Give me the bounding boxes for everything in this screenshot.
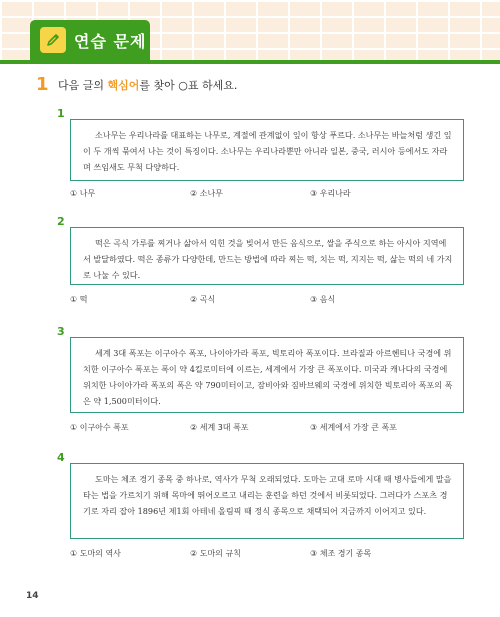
- page-number: 14: [26, 591, 39, 601]
- option-1[interactable]: ① 이구아수 폭포: [70, 423, 129, 432]
- option-3[interactable]: ③ 세계에서 가장 큰 폭포: [310, 423, 397, 432]
- option-3[interactable]: ③ 체조 경기 종목: [310, 549, 372, 558]
- item-number: 1: [57, 107, 65, 120]
- passage-box: 떡은 곡식 가루를 찌거나 삶아서 익힌 것을 빚어서 만든 음식으로, 쌀을 주식으로 하는 아시아 지역에서 발달하였다. 떡은 종류가 다양한데, 만드는 방법에 따라 찌는 떡, 치는 떡, 지지는 떡, 삶는 떡의 네 가지로 나눌 수 있다.: [70, 227, 464, 285]
- header-rule: [0, 60, 500, 64]
- option-2[interactable]: ② 소나무: [190, 189, 223, 198]
- option-1[interactable]: ① 떡: [70, 295, 88, 304]
- item-number: 4: [57, 451, 65, 464]
- question-text-pre: 다음 글의: [58, 78, 108, 92]
- option-list: [70, 422, 464, 433]
- item-number: 2: [57, 215, 65, 228]
- option-list: [70, 548, 464, 559]
- passage-box: 소나무는 우리나라를 대표하는 나무로, 계절에 관계없이 잎이 항상 푸르다. 소나무는 바늘처럼 생긴 잎이 두 개씩 묶여서 나는 것이 특징이다. 소나무는 우리나라뿐만 아니라 일본, 중국, 러시아 등에서도 자라며 쓰임새도 무척 다양하다.: [70, 119, 464, 181]
- option-3[interactable]: ③ 음식: [310, 295, 336, 304]
- option-2[interactable]: ② 도마의 규칙: [190, 549, 241, 558]
- question-text-post: 를 찾아 ○표 하세요.: [139, 78, 238, 92]
- option-list: [70, 188, 464, 199]
- option-1[interactable]: ① 도마의 역사: [70, 549, 121, 558]
- question-keyword: 핵심어: [107, 78, 140, 92]
- option-3[interactable]: ③ 우리나라: [310, 189, 351, 198]
- passage-box: 도마는 체조 경기 종목 중 하나로, 역사가 무척 오래되었다. 도마는 고대 로마 시대 때 병사들에게 말을 타는 법을 가르치기 위해 목마에 뛰어오르고 내리는 훈련을 하던 것에서 비롯되었다. 그러다가 스포츠 경기로 자리 잡아 1896년 제1회 아테네 올림픽 때 정식 종목으로 채택되어 지금까지 이어지고 있다.: [70, 463, 464, 539]
- item-number: 3: [57, 325, 65, 338]
- question-number: 1: [36, 74, 49, 95]
- option-2[interactable]: ② 곡식: [190, 295, 216, 304]
- pencil-icon: [40, 27, 66, 53]
- option-list: [70, 294, 464, 305]
- option-2[interactable]: ② 세계 3대 폭포: [190, 423, 249, 432]
- passage-box: 세계 3대 폭포는 이구아수 폭포, 나이아가라 폭포, 빅토리아 폭포이다. 브라질과 아르헨티나 국경에 위치한 이구아수 폭포는 폭이 약 4킬로미터에 이르는, 세계에서 가장 큰 폭포이다. 미국과 캐나다의 국경에 위치한 나이아가라 폭포의 폭은 약 790미터이고, 잠비아와 짐바브웨의 국경에 위치한 빅토리아 폭포의 폭은 약 1,500미터이다.: [70, 337, 464, 413]
- question-text: [58, 77, 237, 93]
- question-header: [36, 74, 237, 95]
- option-1[interactable]: ① 나무: [70, 189, 96, 198]
- section-title: 연습 문제: [74, 31, 147, 51]
- section-title-tab: [30, 20, 150, 60]
